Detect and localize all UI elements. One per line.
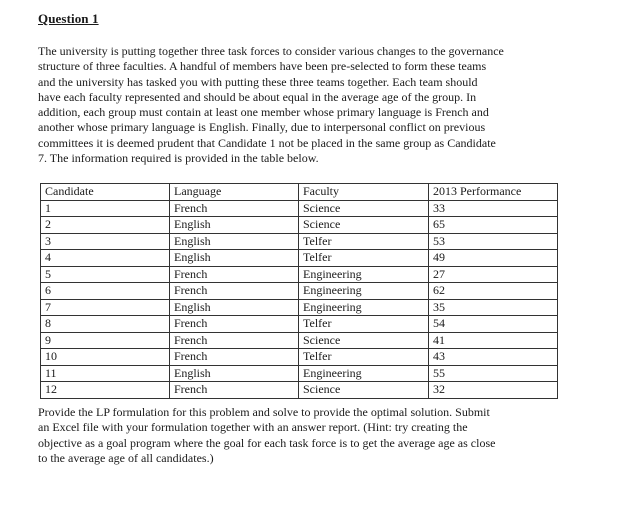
cell-candidate: 8 (41, 316, 170, 333)
cell-performance: 35 (429, 299, 558, 316)
table-header-row (41, 184, 558, 201)
table-row (41, 283, 558, 300)
table-row (41, 349, 558, 366)
cell-faculty: Telfer (299, 316, 429, 333)
intro-line: addition, each group must contain at least one member whose primary language is French and (38, 105, 489, 120)
cell-language: English (170, 250, 299, 267)
cell-performance: 33 (429, 200, 558, 217)
table-row (41, 200, 558, 217)
cell-language: English (170, 217, 299, 234)
cell-candidate: 5 (41, 266, 170, 283)
intro-line: have each faculty represented and should be about equal in the average age of the group. In (38, 89, 477, 104)
cell-language: French (170, 349, 299, 366)
cell-language: English (170, 365, 299, 382)
intro-line: 7. The information required is provided in the table below. (38, 151, 319, 166)
cell-candidate: 10 (41, 349, 170, 366)
table-row (41, 299, 558, 316)
cell-candidate: 12 (41, 382, 170, 399)
cell-language: French (170, 200, 299, 217)
cell-performance: 27 (429, 266, 558, 283)
cell-candidate: 1 (41, 200, 170, 217)
table-row (41, 382, 558, 399)
cell-faculty: Science (299, 200, 429, 217)
table-row (41, 233, 558, 250)
candidate-table (40, 183, 558, 399)
intro-line: and the university has tasked you with putting these three teams together. Each team should (38, 74, 478, 89)
cell-faculty: Engineering (299, 266, 429, 283)
cell-candidate: 11 (41, 365, 170, 382)
cell-faculty: Science (299, 332, 429, 349)
cell-performance: 43 (429, 349, 558, 366)
table-row (41, 266, 558, 283)
cell-performance: 62 (429, 283, 558, 300)
cell-language: English (170, 299, 299, 316)
outro-line: an Excel file with your formulation together with an answer report. (Hint: try creating the (38, 420, 468, 435)
outro-line: objective as a goal program where the goal for each task force is to get the average age as close (38, 435, 496, 450)
cell-candidate: 7 (41, 299, 170, 316)
intro-line: structure of three faculties. A handful of members have been pre-selected to form these teams (38, 59, 487, 74)
cell-candidate: 2 (41, 217, 170, 234)
cell-performance: 32 (429, 382, 558, 399)
header-candidate: Candidate (41, 184, 170, 201)
cell-faculty: Engineering (299, 365, 429, 382)
cell-candidate: 6 (41, 283, 170, 300)
cell-language: French (170, 283, 299, 300)
cell-candidate: 3 (41, 233, 170, 250)
outro-line: to the average age of all candidates.) (38, 450, 214, 465)
cell-language: French (170, 382, 299, 399)
cell-faculty: Science (299, 217, 429, 234)
table-row (41, 250, 558, 267)
cell-performance: 65 (429, 217, 558, 234)
cell-language: French (170, 316, 299, 333)
cell-performance: 41 (429, 332, 558, 349)
cell-language: French (170, 332, 299, 349)
cell-faculty: Engineering (299, 283, 429, 300)
cell-candidate: 4 (41, 250, 170, 267)
header-performance: 2013 Performance (429, 184, 558, 201)
outro-paragraph (38, 405, 573, 466)
table-row (41, 365, 558, 382)
cell-language: French (170, 266, 299, 283)
table-row (41, 217, 558, 234)
table-row (41, 316, 558, 333)
intro-line: another whose primary language is English. Finally, due to interpersonal conflict on previous (38, 120, 486, 135)
cell-language: English (170, 233, 299, 250)
intro-paragraph (38, 44, 573, 166)
question-heading: Question 1 (38, 11, 99, 26)
cell-faculty: Science (299, 382, 429, 399)
intro-line: The university is putting together three task forces to consider various changes to the governance (38, 44, 504, 58)
cell-performance: 49 (429, 250, 558, 267)
cell-faculty: Engineering (299, 299, 429, 316)
cell-performance: 55 (429, 365, 558, 382)
cell-performance: 53 (429, 233, 558, 250)
outro-line: Provide the LP formulation for this problem and solve to provide the optimal solution. Submit (38, 405, 490, 419)
header-language: Language (170, 184, 299, 201)
intro-line: committees it is deemed prudent that Candidate 1 not be placed in the same group as Candidate (38, 135, 496, 150)
header-faculty: Faculty (299, 184, 429, 201)
cell-performance: 54 (429, 316, 558, 333)
cell-candidate: 9 (41, 332, 170, 349)
cell-faculty: Telfer (299, 250, 429, 267)
table-row (41, 332, 558, 349)
cell-faculty: Telfer (299, 233, 429, 250)
cell-faculty: Telfer (299, 349, 429, 366)
